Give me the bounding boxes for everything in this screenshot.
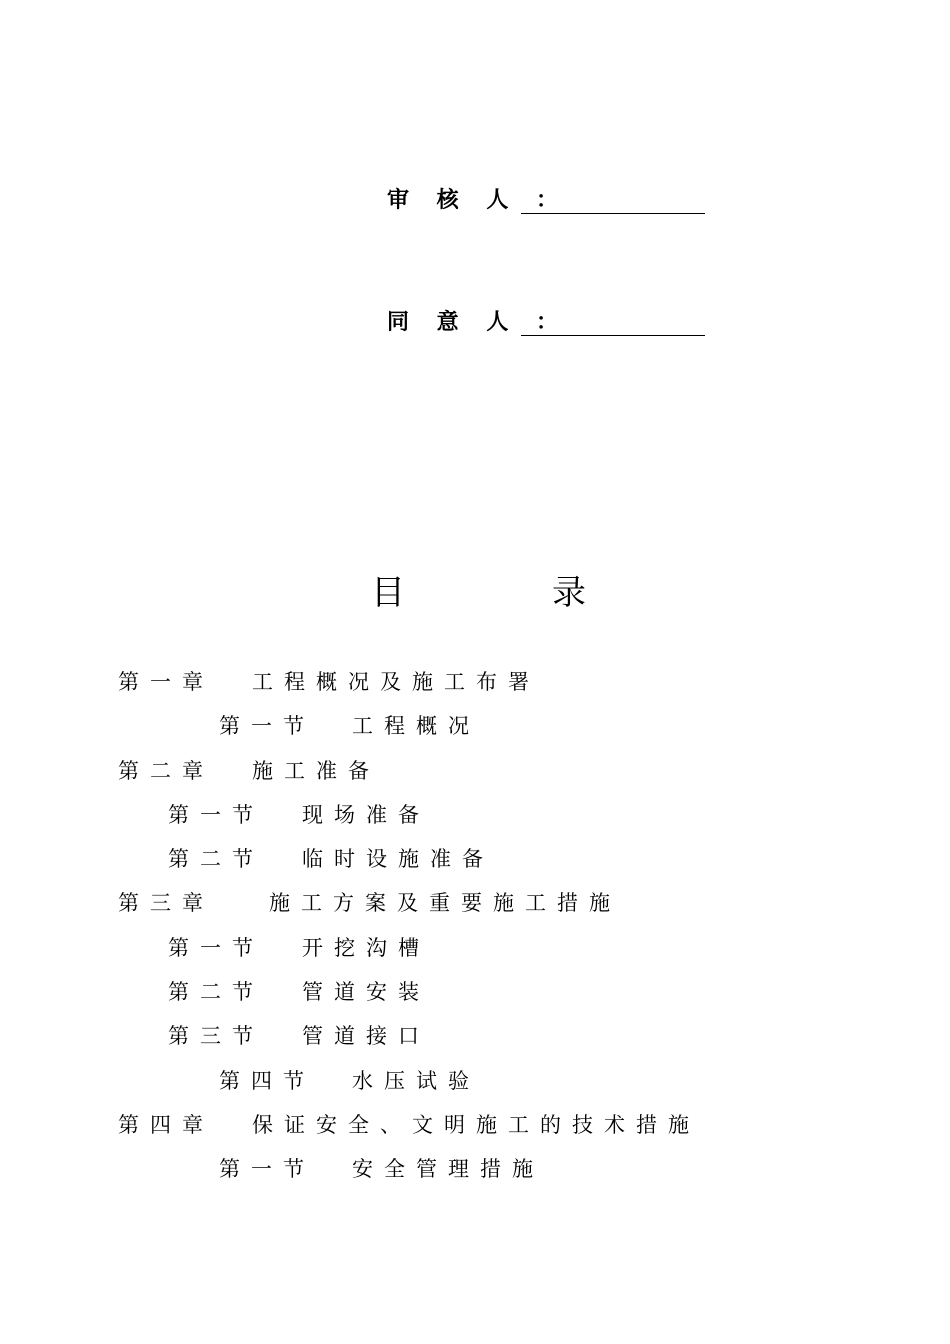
toc-entry-title: 工程概况及施工布署 <box>252 670 540 694</box>
toc-entry-number: 第二章 <box>118 759 214 783</box>
toc-entry-title: 施工准备 <box>252 759 380 783</box>
toc-entry-number: 第一节 <box>219 1157 315 1181</box>
toc-entry-title: 现场准备 <box>302 803 430 827</box>
toc-entry-title: 管道接口 <box>302 1024 430 1048</box>
toc-entry-number: 第一章 <box>118 670 214 694</box>
toc-entry-title: 临时设施准备 <box>302 847 494 871</box>
toc-entry-title: 工程概况 <box>352 714 480 738</box>
toc-title-right: 录 <box>552 573 586 613</box>
toc-entry-number: 第一节 <box>168 803 264 827</box>
toc-entry-number: 第一节 <box>168 936 264 960</box>
toc-entry-number: 第一节 <box>219 714 315 738</box>
toc-entry-number: 第二节 <box>168 980 264 1004</box>
toc-entry-title: 安全管理措施 <box>352 1157 544 1181</box>
toc-entry-title: 开挖沟槽 <box>302 936 430 960</box>
approver-label: 同 意 人 ： <box>387 310 568 335</box>
toc-entry-number: 第四章 <box>118 1113 214 1137</box>
toc-entry-number: 第三节 <box>168 1024 264 1048</box>
toc-entry-number: 第二节 <box>168 847 264 871</box>
reviewer-label: 审 核 人 ： <box>387 188 568 213</box>
toc-entry-title: 施工方案及重要施工措施 <box>269 891 621 915</box>
toc-title-left: 目 <box>371 573 405 613</box>
toc-entry-number: 第三章 <box>118 891 214 915</box>
toc-entry-number: 第四节 <box>219 1069 315 1093</box>
toc-entry-title: 保证安全、文明施工的技术措施 <box>252 1113 700 1137</box>
toc-entry-title: 管道安装 <box>302 980 430 1004</box>
toc-entry-title: 水压试验 <box>352 1069 480 1093</box>
